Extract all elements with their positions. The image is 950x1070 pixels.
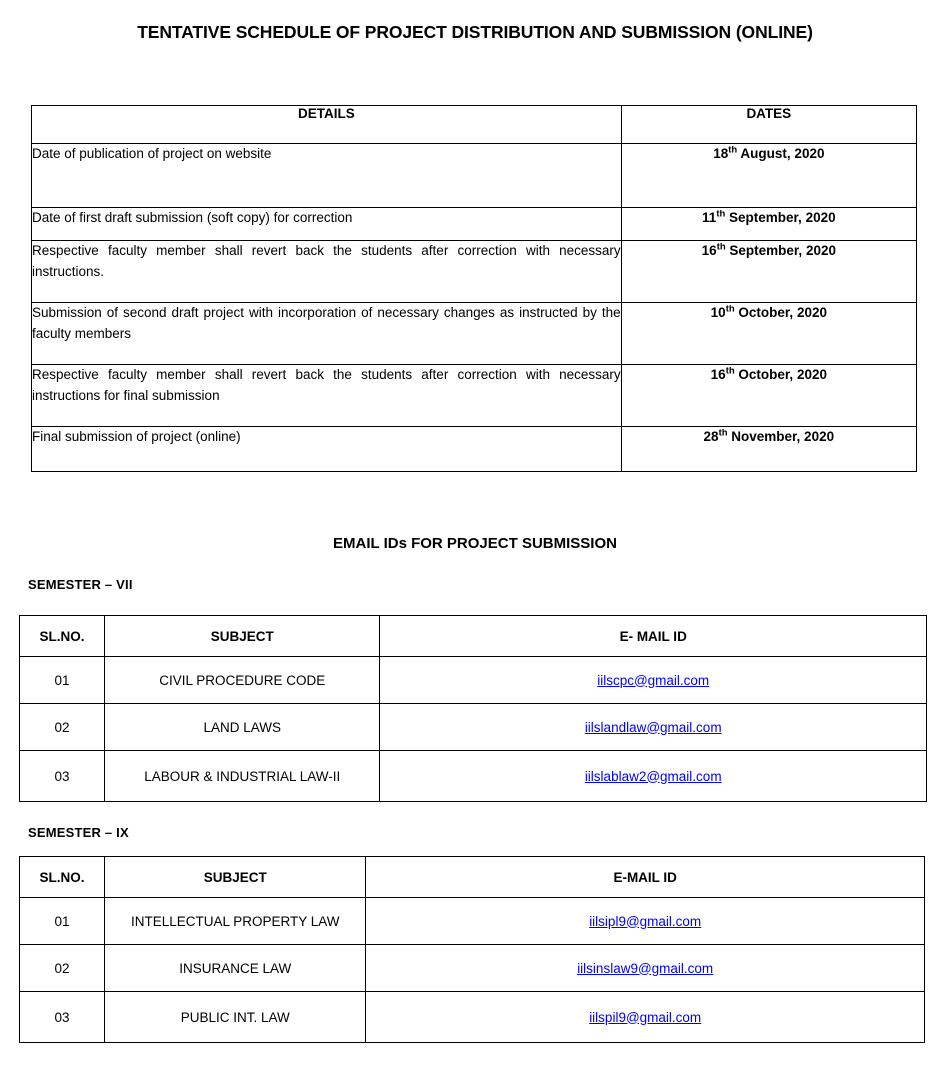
date-rest: October, 2020 (734, 367, 827, 382)
table-row (20, 751, 927, 802)
date-rest: September, 2020 (725, 243, 836, 258)
row-sl-no: 01 (20, 657, 105, 704)
table-row (20, 704, 927, 751)
schedule-table (31, 105, 917, 472)
row-subject: INSURANCE LAW (105, 945, 366, 992)
semester-ix-label: SEMESTER – IX (28, 825, 129, 840)
table-row (20, 945, 925, 992)
date-rest: September, 2020 (725, 210, 836, 225)
table-row (32, 427, 917, 472)
schedule-detail: Respective faculty member shall revert back the students after correction with necessary instructions. (32, 241, 622, 303)
row-subject: CIVIL PROCEDURE CODE (105, 657, 380, 704)
column-header-sl-no: SL.NO. (20, 857, 105, 898)
schedule-date (621, 144, 916, 208)
row-email-cell (366, 992, 925, 1043)
column-header-email: E-MAIL ID (366, 857, 925, 898)
date-day: 10 (710, 305, 726, 320)
date-ordinal: th (716, 241, 726, 253)
column-header-subject: SUBJECT (105, 857, 366, 898)
row-subject: INTELLECTUAL PROPERTY LAW (105, 898, 366, 945)
row-sl-no: 03 (20, 992, 105, 1043)
table-header-row (32, 106, 917, 144)
email-section-heading: EMAIL IDs FOR PROJECT SUBMISSION (333, 535, 617, 552)
email-link[interactable]: iilslandlaw@gmail.com (584, 719, 722, 735)
date-ordinal: th (725, 365, 735, 377)
date-ordinal: th (728, 144, 738, 156)
page-title: TENTATIVE SCHEDULE OF PROJECT DISTRIBUTION AND SUBMISSION (ONLINE) (137, 22, 813, 42)
semester-vii-table (19, 615, 927, 802)
column-header-sl-no: SL.NO. (20, 616, 105, 657)
schedule-date (621, 303, 916, 365)
date-day: 16 (710, 367, 726, 382)
email-link[interactable]: iilscpc@gmail.com (597, 672, 710, 688)
schedule-date (621, 427, 916, 472)
column-header-dates: DATES (621, 106, 916, 144)
row-email-cell (366, 898, 925, 945)
date-rest: November, 2020 (727, 429, 835, 444)
row-subject: PUBLIC INT. LAW (105, 992, 366, 1043)
date-rest: October, 2020 (734, 305, 827, 320)
row-subject: LAND LAWS (105, 704, 380, 751)
schedule-date (621, 365, 916, 427)
table-header-row (20, 857, 925, 898)
table-row (32, 144, 917, 208)
date-day: 18 (713, 146, 729, 161)
row-sl-no: 01 (20, 898, 105, 945)
semester-vii-label: SEMESTER – VII (28, 577, 133, 592)
table-row (20, 898, 925, 945)
schedule-detail: Date of publication of project on website (32, 144, 622, 208)
row-sl-no: 02 (20, 945, 105, 992)
row-email-cell (380, 657, 927, 704)
schedule-detail: Date of first draft submission (soft copy) for correction (32, 208, 622, 241)
date-day: 16 (701, 243, 717, 258)
row-email-cell (366, 945, 925, 992)
row-subject: LABOUR & INDUSTRIAL LAW-II (105, 751, 380, 802)
table-row (20, 992, 925, 1043)
email-link[interactable]: iilsipl9@gmail.com (589, 913, 702, 929)
date-day: 28 (703, 429, 719, 444)
table-row (32, 208, 917, 241)
row-email-cell (380, 704, 927, 751)
semester-ix-table (19, 856, 925, 1043)
date-day: 11 (702, 210, 717, 225)
table-row (32, 365, 917, 427)
email-link[interactable]: iilslablaw2@gmail.com (584, 768, 722, 784)
date-ordinal: th (725, 303, 735, 315)
table-row (32, 303, 917, 365)
date-ordinal: th (716, 208, 726, 220)
schedule-detail: Final submission of project (online) (32, 427, 622, 472)
column-header-details: DETAILS (32, 106, 622, 144)
table-header-row (20, 616, 927, 657)
table-row (20, 657, 927, 704)
email-link[interactable]: iilsinslaw9@gmail.com (577, 960, 714, 976)
table-row (32, 241, 917, 303)
column-header-subject: SUBJECT (105, 616, 380, 657)
row-email-cell (380, 751, 927, 802)
row-sl-no: 03 (20, 751, 105, 802)
column-header-email: E- MAIL ID (380, 616, 927, 657)
date-ordinal: th (718, 427, 728, 439)
schedule-date (621, 208, 916, 241)
schedule-date (621, 241, 916, 303)
row-sl-no: 02 (20, 704, 105, 751)
email-link[interactable]: iilspil9@gmail.com (589, 1009, 702, 1025)
date-rest: August, 2020 (737, 146, 825, 161)
schedule-detail: Submission of second draft project with incorporation of necessary changes as instructed by the faculty members (32, 303, 622, 365)
schedule-detail: Respective faculty member shall revert back the students after correction with necessary instructions for final submission (32, 365, 622, 427)
